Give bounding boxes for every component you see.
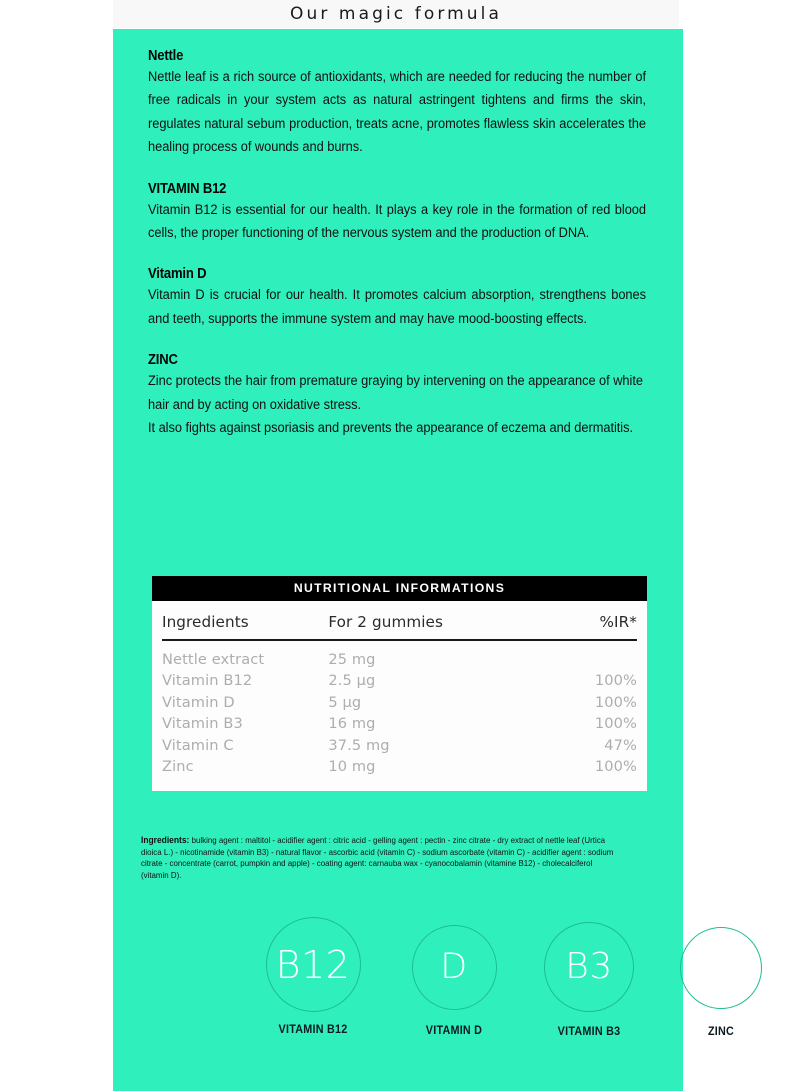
cell-amount: 25 mg [328,651,376,668]
cell-amount: 37.5 mg [328,736,390,754]
cell-ir: 100% [594,672,637,690]
nutrition-table-body [152,601,647,791]
table-row [162,670,637,691]
badge-label: VITAMIN B3 [557,1025,621,1038]
benefit-body-line-1: Zinc protects the hair from premature graying by intervening on the appearance of white hair and by acting on oxidative stress. [148,373,643,413]
cell-ir [479,640,637,670]
table-row [162,640,637,670]
benefit-heading: Vitamin D [148,266,207,283]
benefit-body: Nettle leaf is a rich source of antioxidants, which are needed for reducing the number of free radicals in your system acts as natural astringent tightens and firms the skin, regulates natural sebum production, treats acne, promotes flawless skin accelerates the healing process of wounds and burns. [148,69,647,156]
cell-ir: 47% [604,736,637,754]
vitamin-badges [127,917,744,1082]
cell-ingredient: Vitamin B3 [162,715,243,733]
cell-ingredient: Nettle extract [162,651,265,668]
benefit-block-vitamin-d [148,266,646,331]
column-header-ir: %IR* [599,613,637,631]
table-row [162,756,637,777]
cell-amount: 2.5 µg [328,672,376,690]
nutrition-table [152,576,647,791]
page-header-band [113,0,679,28]
cell-ingredient: Vitamin B12 [162,672,253,690]
badge-label: ZINC [707,1025,735,1038]
benefit-body: Vitamin B12 is essential for our health. It plays a key role in the formation of red blood cells, the proper functioning of the nervous system and the production of DNA. [148,201,647,242]
ingredients-note [141,835,616,881]
benefit-block-nettle [148,48,646,160]
column-header-ingredients: Ingredients [162,613,249,631]
cell-amount: 5 µg [328,693,362,711]
benefit-heading: Nettle [148,48,184,64]
badge-symbol: B3 [565,946,613,987]
cell-amount: 16 mg [328,715,376,733]
table-row [162,734,637,755]
badge-symbol: Zn [698,948,744,988]
column-header-for-2-gummies: For 2 gummies [328,613,444,631]
cell-ir: 100% [594,757,637,775]
benefit-body-line-2: It also fights against psoriasis and prevents the appearance of eczema and dermatitis. [148,420,634,437]
badge-symbol: B12 [275,942,351,987]
vitamin-badge-zinc [639,927,800,1038]
badge-label: VITAMIN D [425,1024,483,1037]
benefit-heading: ZINC [148,352,178,369]
cell-ingredient: Vitamin D [162,693,235,711]
benefit-heading: VITAMIN B12 [148,180,227,197]
benefit-body: Vitamin D is crucial for our health. It promotes calcium absorption, strengthens bones and teeth, supports the immune system and may have mood-boosting effects. [148,287,647,327]
nutrition-table-title: NUTRITIONAL INFORMATIONS [152,576,647,601]
table-header-row [162,613,637,639]
cell-ir: 100% [594,715,637,733]
circle-icon [544,922,634,1012]
badge-label: VITAMIN B12 [278,1023,348,1036]
benefits-section [148,48,646,440]
benefit-block-zinc [148,352,646,440]
page-title: Our magic formula [289,4,503,24]
product-info-panel [113,29,744,1091]
table-row [162,713,637,734]
circle-icon [680,927,762,1009]
cell-ir: 100% [594,693,637,711]
cell-ingredient: Zinc [162,757,194,775]
ingredients-note-label: Ingredients: [141,835,190,845]
circle-icon [266,917,361,1012]
badge-symbol: D [440,947,468,987]
benefit-block-vitamin-b12 [148,181,646,246]
ingredients-note-text: bulking agent : maltitol - acidifier agent : citric acid - gelling agent : pectin - zinc citrate - dry extract of nettle leaf (Urtica dioica L.) - nicotinamide (vitamin B3) - natural flavor - ascorbic acid (vitamin C) - sodium ascorbate (vitamin C) - acidifier agent : sodium citrate - concentrate (carrot, pumpkin and apple) - coating agent: carnauba wax - cyanocobalamin (vitamine B12) - cholecalciferol (vitamin D). [141,835,614,880]
cell-ingredient: Vitamin C [162,736,234,754]
circle-icon [412,925,497,1010]
table-row [162,692,637,713]
cell-amount: 10 mg [328,757,376,775]
